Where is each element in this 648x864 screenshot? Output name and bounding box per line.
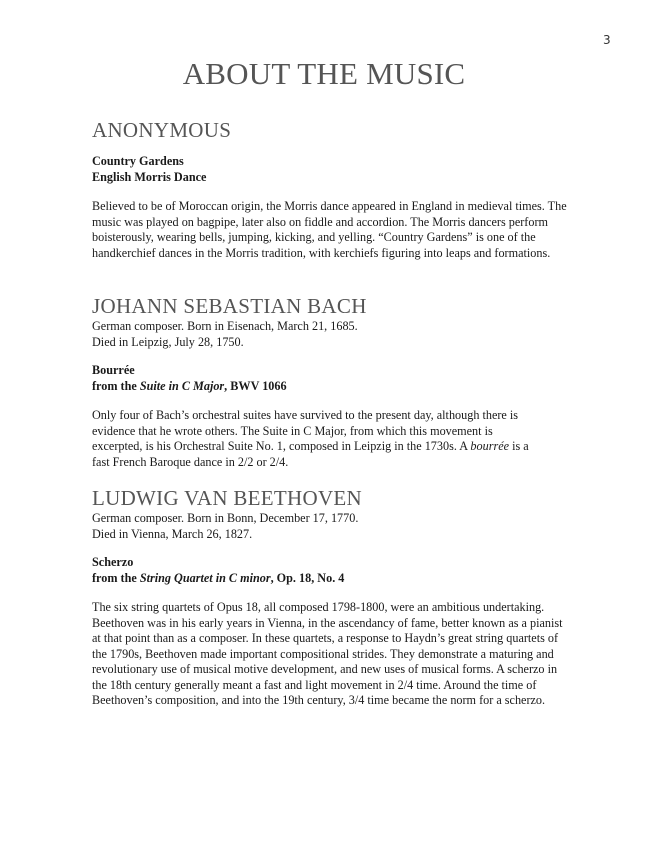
section-anonymous: [92, 118, 612, 261]
work-subtitle: English Morris Dance: [92, 170, 207, 184]
work-description: [92, 408, 532, 470]
work-source-prefix: from the: [92, 379, 140, 393]
composer-name: LUDWIG VAN BEETHOVEN: [92, 486, 363, 510]
section-beethoven: [92, 486, 612, 709]
composer-name: ANONYMOUS: [92, 118, 232, 142]
section-bach: [92, 294, 612, 470]
work-source-title: String Quartet in C minor: [139, 571, 271, 585]
work-description: Believed to be of Moroccan origin, the Morris dance appeared in England in medieval times. The music was played on bagpipe, later also on fiddle and accordion. The Morris dancers perform boisterously, wearing bells, jumping, kicking, and yelling. “Country Gardens” is one of the handkerchief dances in the Morris tradition, with kerchiefs figuring into leaps and formations.: [92, 199, 567, 260]
description-italic-term: bourrée: [470, 439, 510, 453]
work-source-title: Suite in C Major: [139, 379, 225, 393]
work-description: The six string quartets of Opus 18, all composed 1798-1800, were an ambitious undertaking. Beethoven was in his early years in Vienna, in the ascendancy of fame, better known as a pianist at that point than as a composer. In these quartets, a response to Haydn’s great string quartets of the 1790s, Beethoven made important compositional strides. They demonstrate a maturing and revolutionary use of musical motive development, and new uses of musical forms. A scherzo in the 18th century generally meant a fast and light movement in 2/4 time. Around the time of Beethoven’s composition, and into the 19th century, 3/4 time became the norm for a scherzo.: [92, 600, 563, 707]
work-title: Country Gardens: [92, 154, 184, 168]
composer-name: JOHANN SEBASTIAN BACH: [92, 294, 367, 318]
work-source: [92, 378, 612, 394]
work-title: Bourrée: [92, 363, 135, 377]
page-title: ABOUT THE MUSIC: [182, 56, 466, 91]
description-text: Only four of Bach’s orchestral suites have survived to the present day, although there is evidence that he wrote others. The Suite in C Major, from which this movement is excerpted, is his Orchestral Suite No. 1, composed in Leipzig in the 1730s. A: [92, 408, 518, 453]
work-source-suffix: , BWV 1066: [224, 379, 287, 393]
description-text: is a fast French Baroque dance in 2/2 or 2/4.: [92, 439, 529, 469]
composer-bio-birth: German composer. Born in Eisenach, March 21, 1685.: [92, 319, 358, 333]
page-number: 3: [603, 33, 611, 47]
composer-bio-birth: German composer. Born in Bonn, December 17, 1770.: [92, 511, 359, 525]
work-source-prefix: from the: [92, 571, 140, 585]
work-source: [92, 570, 612, 586]
composer-bio-death: Died in Leipzig, July 28, 1750.: [92, 335, 244, 349]
work-source-suffix: , Op. 18, No. 4: [270, 571, 345, 585]
composer-bio-death: Died in Vienna, March 26, 1827.: [92, 527, 253, 541]
work-title: Scherzo: [92, 555, 134, 569]
